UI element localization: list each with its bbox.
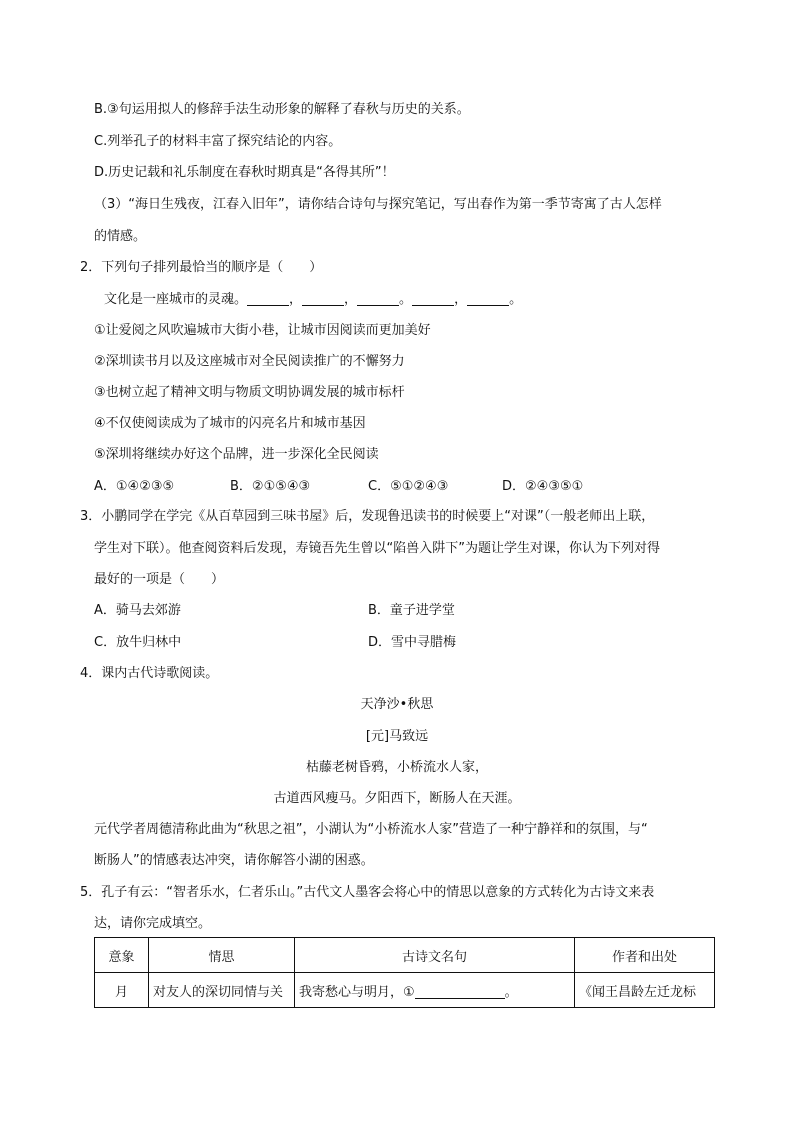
q2-item: ③也树立起了精神文明与物质文明协调发展的城市标杆 <box>94 385 405 400</box>
poem-author: [元]马致远 <box>365 729 429 744</box>
q2-sep: 。 <box>399 292 413 307</box>
table-cell-image: 月 <box>95 973 149 1008</box>
q3-line2: 学生对下联）。他查阅资料后发现，寿镜吾先生曾以“陷兽入阱下”为题让学生对课，你认为下列对得 <box>94 541 660 556</box>
table-cell-emotion: 对友人的深切同情与关 <box>149 973 295 1008</box>
table-cell-verse <box>295 973 575 1008</box>
q2-item: ④不仅使阅读成为了城市的闪亮名片和城市基因 <box>94 416 366 431</box>
q3-option-a[interactable]: A．骑马去郊游 <box>94 603 181 618</box>
q2-item: ①让爱阅之风吹遍城市大街小巷，让城市因阅读而更加美好 <box>94 323 431 338</box>
q2-option-a[interactable]: A．①④②③⑤ <box>94 479 175 494</box>
q2-sep: ， <box>289 292 303 307</box>
q1-sub3-line1: （3）“海日生残夜，江春入旧年”，请你结合诗句与探究笔记，写出春作为第一季节寄寓了古人怎样 <box>94 197 662 212</box>
verse-suffix: 。 <box>504 984 518 1000</box>
q5-line2: 达，请你完成填空。 <box>94 916 212 931</box>
q4-stem: 4．课内古代诗歌阅读。 <box>80 666 219 681</box>
q5-line1: 5．孔子有云：“智者乐水，仁者乐山。”古代文人墨客会将心中的情思以意象的方式转化为古诗文来表 <box>80 885 655 900</box>
q1-option-b: B.③句运用拟人的修辞手法生动形象的解释了春秋与历史的关系。 <box>94 102 470 117</box>
q2-sep: ， <box>454 292 468 307</box>
q1-option-d: D.历史记载和礼乐制度在春秋时期真是“各得其所”！ <box>94 165 395 180</box>
q2-option-d[interactable]: D．②④③⑤① <box>502 479 584 494</box>
table-row <box>95 973 715 1008</box>
q2-option-c[interactable]: C．⑤①②④③ <box>368 479 449 494</box>
table-header-cell: 意象 <box>95 938 149 973</box>
q3-option-b[interactable]: B．童子进学堂 <box>368 603 455 618</box>
q2-sep: ， <box>344 292 358 307</box>
q3-line1: 3．小鹏同学在学完《从百草园到三味书屋》后，发现鲁迅读书的时候要上“对课”（一般老师出上联， <box>80 509 655 524</box>
imagery-table <box>94 937 715 1008</box>
q2-sep: 。 <box>509 292 523 307</box>
q2-blank-4[interactable] <box>412 291 454 306</box>
table-cell-source: 《闻王昌龄左迁龙标 <box>575 973 715 1008</box>
verse-blank-1[interactable] <box>415 984 505 999</box>
q2-blank-5[interactable] <box>467 291 509 306</box>
table-header-cell: 作者和出处 <box>575 938 715 973</box>
poem-title: 天净沙•秋思 <box>360 697 434 712</box>
q4-question-line2: 断肠人”的情感表达冲突，请你解答小湖的困惑。 <box>94 853 374 868</box>
q2-sentence-frame <box>104 291 522 309</box>
q2-item: ②深圳读书月以及这座城市对全民阅读推广的不懈努力 <box>94 354 405 369</box>
q2-blank-3[interactable] <box>357 291 399 306</box>
table-header-row <box>95 938 715 973</box>
q4-question-line1: 元代学者周德清称此曲为“秋思之祖”，小湖认为“小桥流水人家”营造了一种宁静祥和的氛围，与“ <box>94 822 648 837</box>
q2-blank-1[interactable] <box>247 291 289 306</box>
q2-stem: 2．下列句子排列最恰当的顺序是（ ） <box>80 260 323 275</box>
table-header-cell: 古诗文名句 <box>295 938 575 973</box>
q3-line3: 最好的一项是（ ） <box>94 572 225 587</box>
poem-line: 枯藤老树昏鸦，小桥流水人家， <box>305 760 488 775</box>
q2-lead: 文化是一座城市的灵魂。 <box>104 292 248 307</box>
table-header-cell: 情思 <box>149 938 295 973</box>
q3-option-c[interactable]: C．放牛归林中 <box>94 635 182 650</box>
q2-blank-2[interactable] <box>302 291 344 306</box>
q2-item: ⑤深圳将继续办好这个品牌，进一步深化全民阅读 <box>94 447 379 462</box>
q2-option-b[interactable]: B．②①⑤④③ <box>230 479 311 494</box>
q1-option-c: C.列举孔子的材料丰富了探究结论的内容。 <box>94 134 342 149</box>
verse-prefix: 我寄愁心与明月，① <box>299 984 415 1000</box>
poem-line: 古道西风瘦马。夕阳西下，断肠人在天涯。 <box>273 791 521 806</box>
q3-option-d[interactable]: D．雪中寻腊梅 <box>368 635 457 650</box>
q1-sub3-line2: 的情感。 <box>94 229 147 244</box>
